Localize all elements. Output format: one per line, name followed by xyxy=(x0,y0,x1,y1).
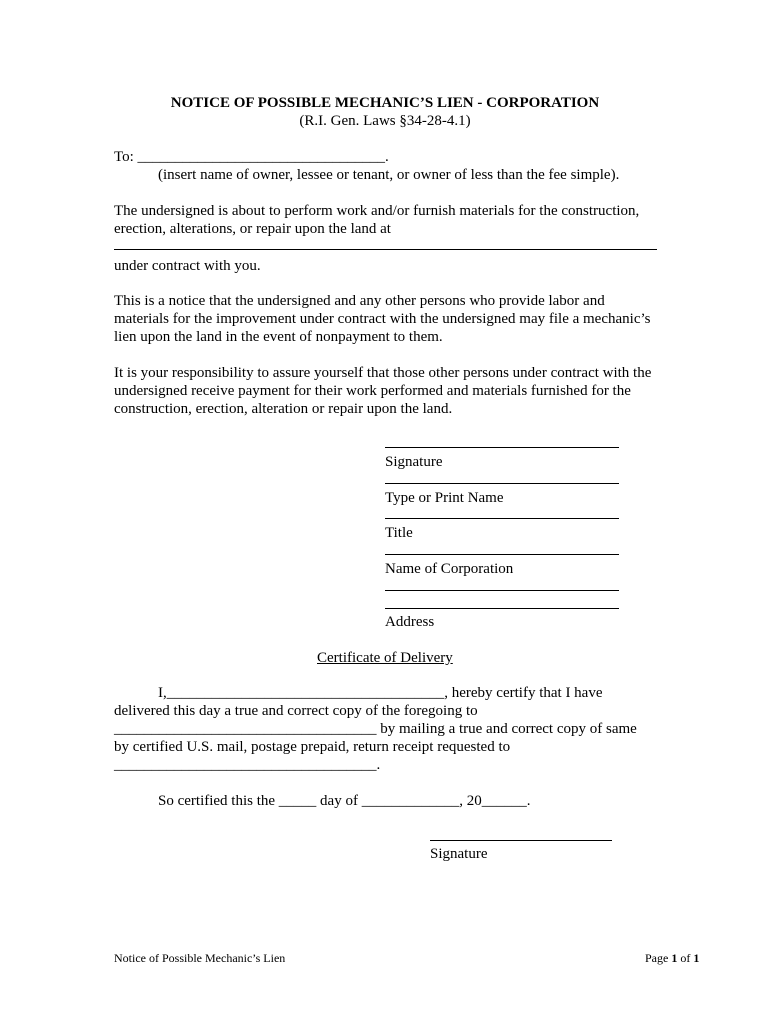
address-line-2 xyxy=(385,608,619,609)
address-line-1 xyxy=(385,590,619,591)
certificate-line3: ___________________________________ by mailing a true and correct copy of same xyxy=(114,721,637,737)
signature-line xyxy=(385,447,619,448)
page-current: 1 xyxy=(671,951,678,965)
page-total: 1 xyxy=(693,951,700,965)
certificate-signature-line xyxy=(430,840,612,841)
certificate-line1: I,_____________________________________, hereby certify that I have xyxy=(158,685,603,701)
para3-line3: construction, erection, alteration or repair upon the land. xyxy=(114,401,453,417)
page-of: of xyxy=(677,951,694,965)
document-title: NOTICE OF POSSIBLE MECHANIC’S LIEN - CORPORATION xyxy=(170,95,600,111)
title-line xyxy=(385,518,619,519)
address-label: Address xyxy=(385,614,435,630)
para3-line1: It is your responsibility to assure yourself that those other persons under contract with the xyxy=(114,365,652,381)
certificate-line4: by certified U.S. mail, postage prepaid, return receipt requested to xyxy=(114,739,511,755)
page-prefix: Page xyxy=(645,951,672,965)
footer-document-name: Notice of Possible Mechanic’s Lien xyxy=(114,951,286,965)
to-line: To: _________________________________. xyxy=(114,149,389,165)
para3-line2: undersigned receive payment for their work performed and materials furnished for the xyxy=(114,383,631,399)
certificate-line2: delivered this day a true and correct copy of the foregoing to xyxy=(114,703,478,719)
land-address-line xyxy=(114,249,657,250)
para2-line1: This is a notice that the undersigned and any other persons who provide labor and xyxy=(114,293,605,309)
print-name-line xyxy=(385,483,619,484)
para2-line2: materials for the improvement under contract with the undersigned may file a mechanic’s xyxy=(114,311,651,327)
owner-insert-note: (insert name of owner, lessee or tenant, or owner of less than the fee simple). xyxy=(158,167,620,183)
certificate-heading: Certificate of Delivery xyxy=(317,650,453,666)
under-contract-text: under contract with you. xyxy=(114,258,261,274)
corporation-line xyxy=(385,554,619,555)
para1-line1: The undersigned is about to perform work and/or furnish materials for the construction, xyxy=(114,203,640,219)
statute-citation: (R.I. Gen. Laws §34-28-4.1) xyxy=(299,113,471,129)
para1-line2: erection, alterations, or repair upon the land at xyxy=(114,221,391,237)
footer-page-number xyxy=(645,949,699,967)
signature-label: Signature xyxy=(385,454,443,470)
certificate-signature-label: Signature xyxy=(430,846,488,862)
corporation-label: Name of Corporation xyxy=(385,561,514,577)
print-name-label: Type or Print Name xyxy=(385,490,504,506)
title-label: Title xyxy=(385,525,413,541)
certified-date-line: So certified this the _____ day of _____________, 20______. xyxy=(158,793,531,809)
para2-line3: lien upon the land in the event of nonpayment to them. xyxy=(114,329,443,345)
certificate-line5: ___________________________________. xyxy=(114,757,381,773)
